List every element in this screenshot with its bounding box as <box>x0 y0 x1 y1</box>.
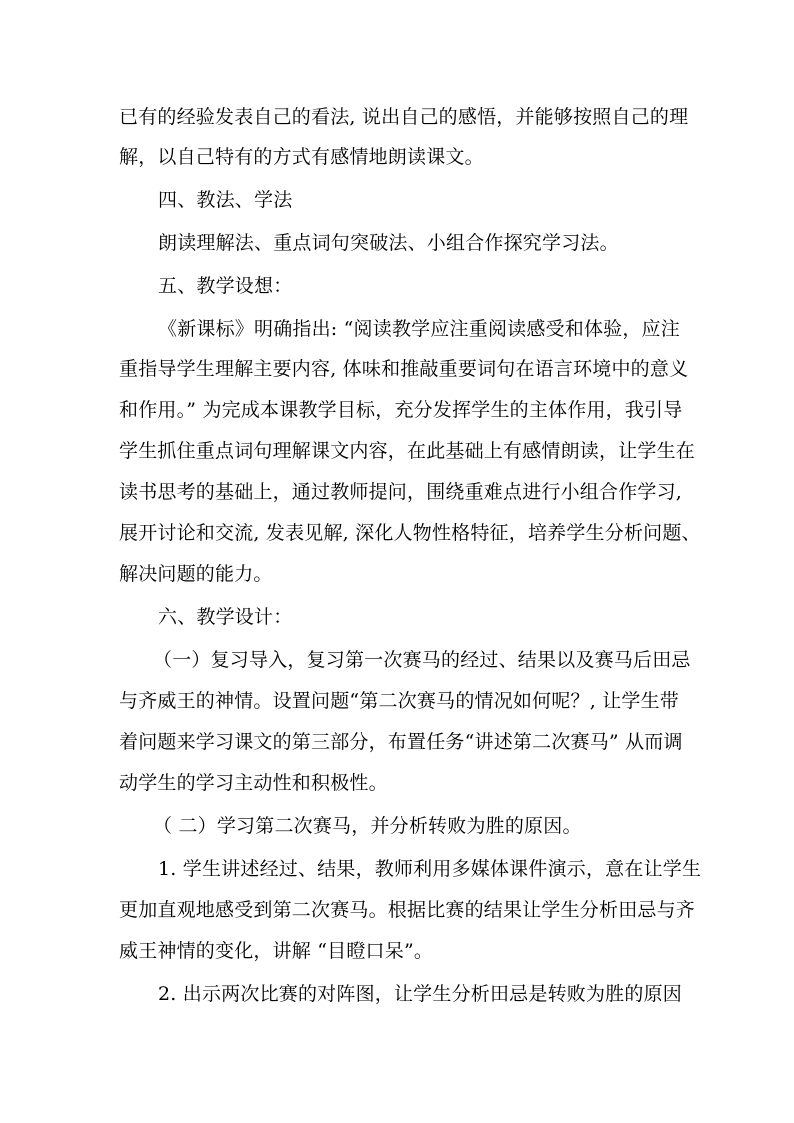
section-heading-6: 六、教学设计： <box>158 606 293 628</box>
text-line-6: 《新课标》明确指出: “阅读教学应注重阅读感受和体验，应注 <box>158 318 680 340</box>
section-heading-5: 五、教学设想： <box>158 275 293 297</box>
subsection-heading-2: （ 二）学习第二次赛马，并分析转败为胜的原因。 <box>153 815 582 837</box>
text-line-10: 读书思考的基础上，通过教师提问，围绕重难点进行小组合作学习, <box>119 481 683 503</box>
text-line-4: 朗读理解法、重点词句突破法、小组合作探究学习法。 <box>158 232 619 254</box>
section-heading-4: 四、教法、学法 <box>158 189 293 211</box>
text-line-2: 解，以自己特有的方式有感情地朗读课文。 <box>119 146 484 168</box>
text-line-21: 威王神情的变化，讲解 “目瞪口呆”。 <box>119 940 434 962</box>
text-line-7: 重指导学生理解主要内容, 体味和推敲重要词句在语言环境中的意义 <box>119 358 689 380</box>
text-line-20: 更加直观地感受到第二次赛马。根据比赛的结果让学生分析田忌与齐 <box>119 899 696 921</box>
text-line-17: 动学生的学习主动性和积极性。 <box>119 772 388 794</box>
text-line-19: 1. 学生讲述经过、结果，教师利用多媒体课件演示，意在让学生 <box>158 858 702 880</box>
text-line-9: 学生抓住重点词句理解课文内容，在此基础上有感情朗读，让学生在 <box>119 440 696 462</box>
text-line-11: 展开讨论和交流, 发表见解, 深化人物性格特征，培养学生分析问题、 <box>119 522 701 544</box>
text-line-16: 着问题来学习课文的第三部分，布置任务“讲述第二次赛马” 从而调 <box>119 731 683 753</box>
text-line-14: （一）复习导入，复习第一次赛马的经过、结果以及赛马后田忌 <box>153 649 691 671</box>
text-line-22: 2. 出示两次比赛的对阵图，让学生分析田忌是转败为胜的原因 <box>158 983 682 1005</box>
text-line-8: 和作用。” 为完成本课教学目标，充分发挥学生的主体作用，我引导 <box>119 399 683 421</box>
text-line-1: 已有的经验发表自己的看法, 说出自己的感悟，并能够按照自己的理 <box>119 106 689 128</box>
text-line-15: 与齐威王的神情。设置问题“第二次赛马的情况如何呢？, 让学生带 <box>119 690 679 712</box>
text-line-12: 解决问题的能力。 <box>119 563 273 585</box>
